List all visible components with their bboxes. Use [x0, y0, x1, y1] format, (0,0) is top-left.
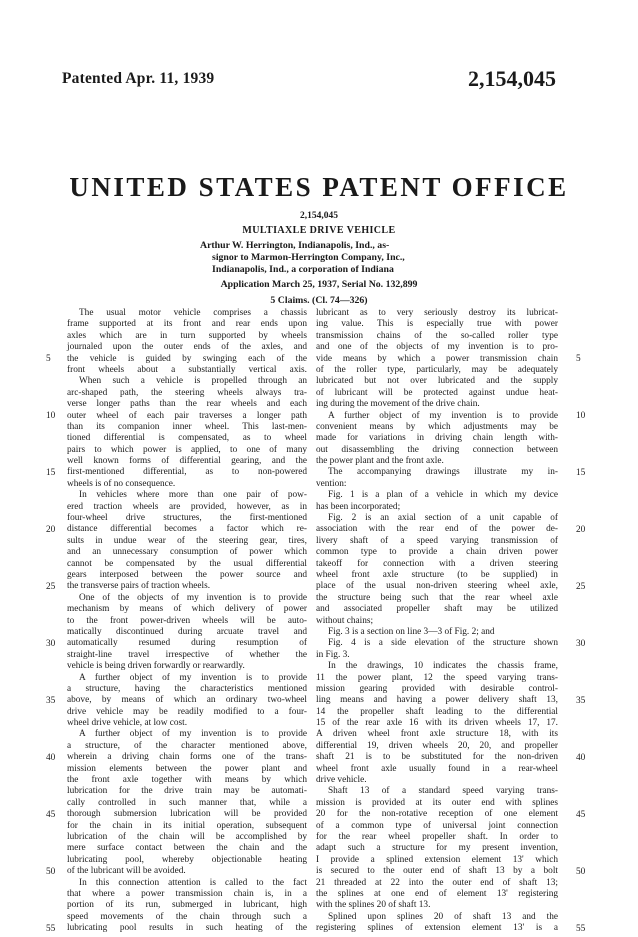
- text-line: takeoff for connection with a driven steering: [316, 558, 558, 569]
- text-line: without chains;: [316, 615, 374, 626]
- line-number: 10: [576, 410, 586, 421]
- text-line: ered traction wheels are provided, however, as in: [67, 501, 307, 512]
- text-line: lubricant as to very seriously destroy its lubricat-: [316, 308, 558, 318]
- text-line: I provide a splined extension element 13' which: [316, 854, 558, 865]
- text-line: 21 threaded at 22 into the outer end of shaft 13;: [316, 877, 558, 888]
- left-column: [67, 308, 307, 934]
- text-line: drive vehicle may be readily modified to a four-: [67, 706, 307, 717]
- text-line: ing value. This is especially true with power: [316, 319, 558, 330]
- text-line: cannot be compensated by the usual differential: [67, 558, 307, 569]
- text-line: A driven wheel front axle structure 18, with its: [316, 729, 558, 740]
- text-line: has been incorporated;: [316, 501, 401, 512]
- text-line: Splined upon splines 20 of shaft 13 and the: [328, 911, 558, 922]
- line-number: 15: [576, 467, 586, 478]
- text-line: ing during the movement of the drive chain.: [316, 399, 480, 410]
- text-line: the transverse pairs of traction wheels.: [67, 581, 211, 592]
- text-line: wheel front axle usually found in a rear-wheel: [316, 763, 558, 774]
- text-line: In this connection attention is called to the fact: [79, 877, 307, 888]
- text-line: a structure, having the characteristics mentioned: [67, 683, 307, 694]
- text-line: mere surface contact between the chain and the: [67, 843, 307, 854]
- text-line: in Fig. 3.: [316, 649, 350, 660]
- text-line: of the roller type, particularly, may be adequately: [316, 364, 558, 375]
- line-number: 40: [576, 752, 586, 763]
- text-line: common type to provide a chain driven power: [316, 547, 558, 558]
- patent-number: 2,154,045: [300, 211, 338, 221]
- right-column: [316, 308, 558, 934]
- line-number: 5: [46, 353, 51, 364]
- text-line: a structure, of the character mentioned above,: [67, 740, 307, 751]
- text-line: out disassembling the driving connection between: [316, 444, 558, 455]
- text-line: A further object of my invention is to provide: [328, 410, 558, 421]
- line-number: 35: [576, 695, 586, 706]
- text-line: lubricating pool, whereby objectionable heating: [67, 854, 307, 865]
- text-line: shaft 21 is to be substituted for the non-driven: [316, 752, 558, 763]
- text-line: place of the usual non-driven steering wheel axle,: [316, 581, 558, 592]
- text-line: the splines at one end of element 13' registering: [316, 888, 558, 899]
- text-line: Fig. 3 is a section on line 3—3 of Fig. 2; and: [328, 626, 495, 637]
- text-line: with the splines 20 of shaft 13.: [316, 900, 431, 911]
- line-number: 35: [46, 695, 56, 706]
- text-line: lubricating pool results in such heating of the: [67, 923, 307, 934]
- text-line: thorough submersion lubrication will be provided: [67, 809, 307, 820]
- line-number: 20: [46, 524, 56, 535]
- text-line: the vehicle is guided by swinging each of the: [67, 353, 307, 364]
- text-line: is secured to the outer end of shaft 13 by a bolt: [316, 866, 558, 877]
- claims-line: 5 Claims. (Cl. 74—326): [270, 295, 368, 306]
- inventor-line: Indianapolis, Ind., a corporation of Indiana: [212, 264, 394, 275]
- text-line: vide means by which a power transmission chain: [316, 353, 558, 364]
- text-line: verse longer paths than the rear wheels and each: [67, 399, 307, 410]
- line-number: 55: [576, 923, 586, 934]
- text-line: drive vehicle.: [316, 775, 367, 786]
- text-line: cally controlled in such manner that, while a: [67, 797, 307, 808]
- text-line: mechanism by means of which delivery of power: [67, 604, 307, 615]
- text-line: gears interposed between the power source and: [67, 569, 307, 580]
- line-number: 5: [576, 353, 581, 364]
- text-line: axles which are in turn supported by wheels: [67, 330, 307, 341]
- text-line: and an unnecessary consumption of power which: [67, 547, 307, 558]
- line-number: 55: [46, 923, 56, 934]
- text-line: wheels is of no consequence.: [67, 478, 176, 489]
- line-number: 20: [576, 524, 586, 535]
- text-line: One of the objects of my invention is to provide: [79, 592, 307, 603]
- text-line: mission elements between the power plant and: [67, 763, 307, 774]
- line-number: 45: [46, 809, 56, 820]
- text-line: transmission chains of the so-called roller type: [316, 330, 558, 341]
- text-line: the power plant and the front axle.: [316, 456, 444, 467]
- text-line: In the drawings, 10 indicates the chassis frame,: [328, 661, 558, 672]
- inventor-block: [200, 240, 455, 276]
- text-line: The accompanying drawings illustrate my in-: [328, 467, 558, 478]
- text-line: sults in undue wear of the steering gear, tires,: [67, 535, 307, 546]
- text-line: differential 19, driven wheels 20, 20, and propeller: [316, 740, 558, 751]
- text-line: A further object of my invention is to provide: [79, 672, 307, 683]
- text-line: four-wheel drive structures, the first-mentioned: [67, 513, 307, 524]
- line-number: 40: [46, 752, 56, 763]
- text-line: for the chain in its initial operation, subsequent: [67, 820, 307, 831]
- text-line: vehicle is being driven forwardly or rearwardly.: [67, 661, 245, 672]
- line-number: 25: [576, 581, 586, 592]
- text-line: first-mentioned differential, as to non-powered: [67, 467, 307, 478]
- text-line: the front axle together with means by which: [67, 775, 307, 786]
- text-line: When such a vehicle is propelled through an: [79, 376, 307, 387]
- text-line: In vehicles where more than one pair of pow-: [79, 490, 307, 501]
- text-line: 15 of the rear axle 16 with its driven wheels 17, 17.: [316, 718, 558, 729]
- text-line: arc-shaped path, the steering wheels always tra-: [67, 387, 307, 398]
- text-line: Shaft 13 of a standard speed varying trans-: [328, 786, 558, 797]
- text-line: speed movements of the chain through such a: [67, 911, 307, 922]
- text-line: mission is provided at its outer end with splines: [316, 797, 558, 808]
- text-line: outer wheel of each pair traverses a longer path: [67, 410, 307, 421]
- line-number: 30: [46, 638, 56, 649]
- text-line: livery shaft of a speed varying transmission of: [316, 535, 558, 546]
- text-line: 14 the propeller shaft leading to the differential: [316, 706, 558, 717]
- text-line: mission gearing provided with desirable control-: [316, 683, 558, 694]
- text-line: Fig. 4 is a side elevation of the structure shown: [328, 638, 558, 649]
- line-number: 50: [576, 866, 586, 877]
- text-line: The usual motor vehicle comprises a chassis: [79, 308, 307, 318]
- document-title: UNITED STATES PATENT OFFICE: [69, 172, 569, 202]
- text-line: Fig. 1 is a plan of a vehicle in which my device: [328, 490, 558, 501]
- text-line: of the lubricant will be avoided.: [67, 866, 186, 877]
- text-line: straight-line travel irrespective of whether the: [67, 649, 307, 660]
- patented-date: Patented Apr. 11, 1939: [62, 70, 215, 87]
- inventor-line: Arthur W. Herrington, Indianapolis, Ind., as-: [200, 240, 390, 251]
- text-line: and associated propeller shaft may be utilized: [316, 604, 558, 615]
- patent-number-header: 2,154,045: [468, 66, 556, 91]
- text-line: distance differential becomes a factor which re-: [67, 524, 307, 535]
- text-line: association with the rear end of the power de-: [316, 524, 558, 535]
- line-number: 45: [576, 809, 586, 820]
- text-line: lubrication of the chain will be accomplished by: [67, 831, 307, 842]
- text-line: frame supported at its front and rear ends upon: [67, 319, 307, 330]
- text-line: of lubricant will be protected against undue heat-: [316, 387, 558, 398]
- application-line: Application March 25, 1937, Serial No. 132,899: [220, 279, 418, 290]
- inventor-line: signor to Marmon-Herrington Company, Inc.,: [212, 252, 405, 263]
- text-line: lubrication for the drive train may be automati-: [67, 786, 307, 797]
- text-line: journaled upon the outer ends of the axles, and: [67, 342, 307, 353]
- invention-title: MULTIAXLE DRIVE VEHICLE: [242, 225, 396, 236]
- text-line: registering splines of extension element 13' is a: [316, 923, 558, 934]
- text-line: matically discontinued during arcuate travel and: [67, 626, 307, 637]
- text-line: wherein a driving chain forms one of the trans-: [67, 752, 307, 763]
- text-line: convenient means by which adjustments may be: [316, 421, 558, 432]
- line-number: 15: [46, 467, 56, 478]
- text-line: Fig. 2 is an axial section of a unit capable of: [328, 513, 558, 524]
- text-line: of a common type of universal joint connection: [316, 820, 558, 831]
- line-number: 30: [576, 638, 586, 649]
- line-number: 50: [46, 866, 56, 877]
- line-number: 10: [46, 410, 56, 421]
- text-line: wheel front axle structure (to be supplied) in: [316, 569, 558, 580]
- text-line: portion of its run, submerged in lubricant, high: [67, 900, 307, 911]
- text-line: and one of the objects of my invention is to pro-: [316, 342, 558, 353]
- text-line: front wheels about a substantially vertical axis.: [67, 364, 307, 375]
- text-line: 11 the power plant, 12 the speed varying trans-: [316, 672, 558, 683]
- text-line: A further object of my invention is to provide: [79, 729, 307, 740]
- text-line: lubricated but not over lubricated and the supply: [316, 376, 558, 387]
- text-line: well known forms of differential gearing, and the: [67, 456, 307, 467]
- text-line: the structure being such that the rear wheel axle: [316, 592, 558, 603]
- text-line: wheel drive vehicle, at low cost.: [67, 718, 188, 729]
- text-line: above, by means of which an ordinary two-wheel: [67, 695, 307, 706]
- line-number: 25: [46, 581, 56, 592]
- text-line: ling means and having a power delivery shaft 13,: [316, 695, 558, 706]
- text-line: 20 for the non-rotative reception of one element: [316, 809, 558, 820]
- text-line: made for variations in driving chain length with-: [316, 433, 558, 444]
- text-line: that where a power transmission chain is, in a: [67, 888, 307, 899]
- text-line: automatically resumed during resumption of: [67, 638, 307, 649]
- text-line: pairs to which power is applied, to one of many: [67, 444, 307, 455]
- text-line: to the front power-driven wheels will be auto-: [67, 615, 307, 626]
- text-line: vention:: [316, 478, 347, 489]
- text-line: tioned differential is compensated, as to wheel: [67, 433, 307, 444]
- text-line: for the rear wheel propeller shaft. In order to: [316, 831, 558, 842]
- text-line: adapt such a structure for my present invention,: [316, 843, 558, 854]
- text-line: than its companion inner wheel. This last-men-: [67, 421, 307, 432]
